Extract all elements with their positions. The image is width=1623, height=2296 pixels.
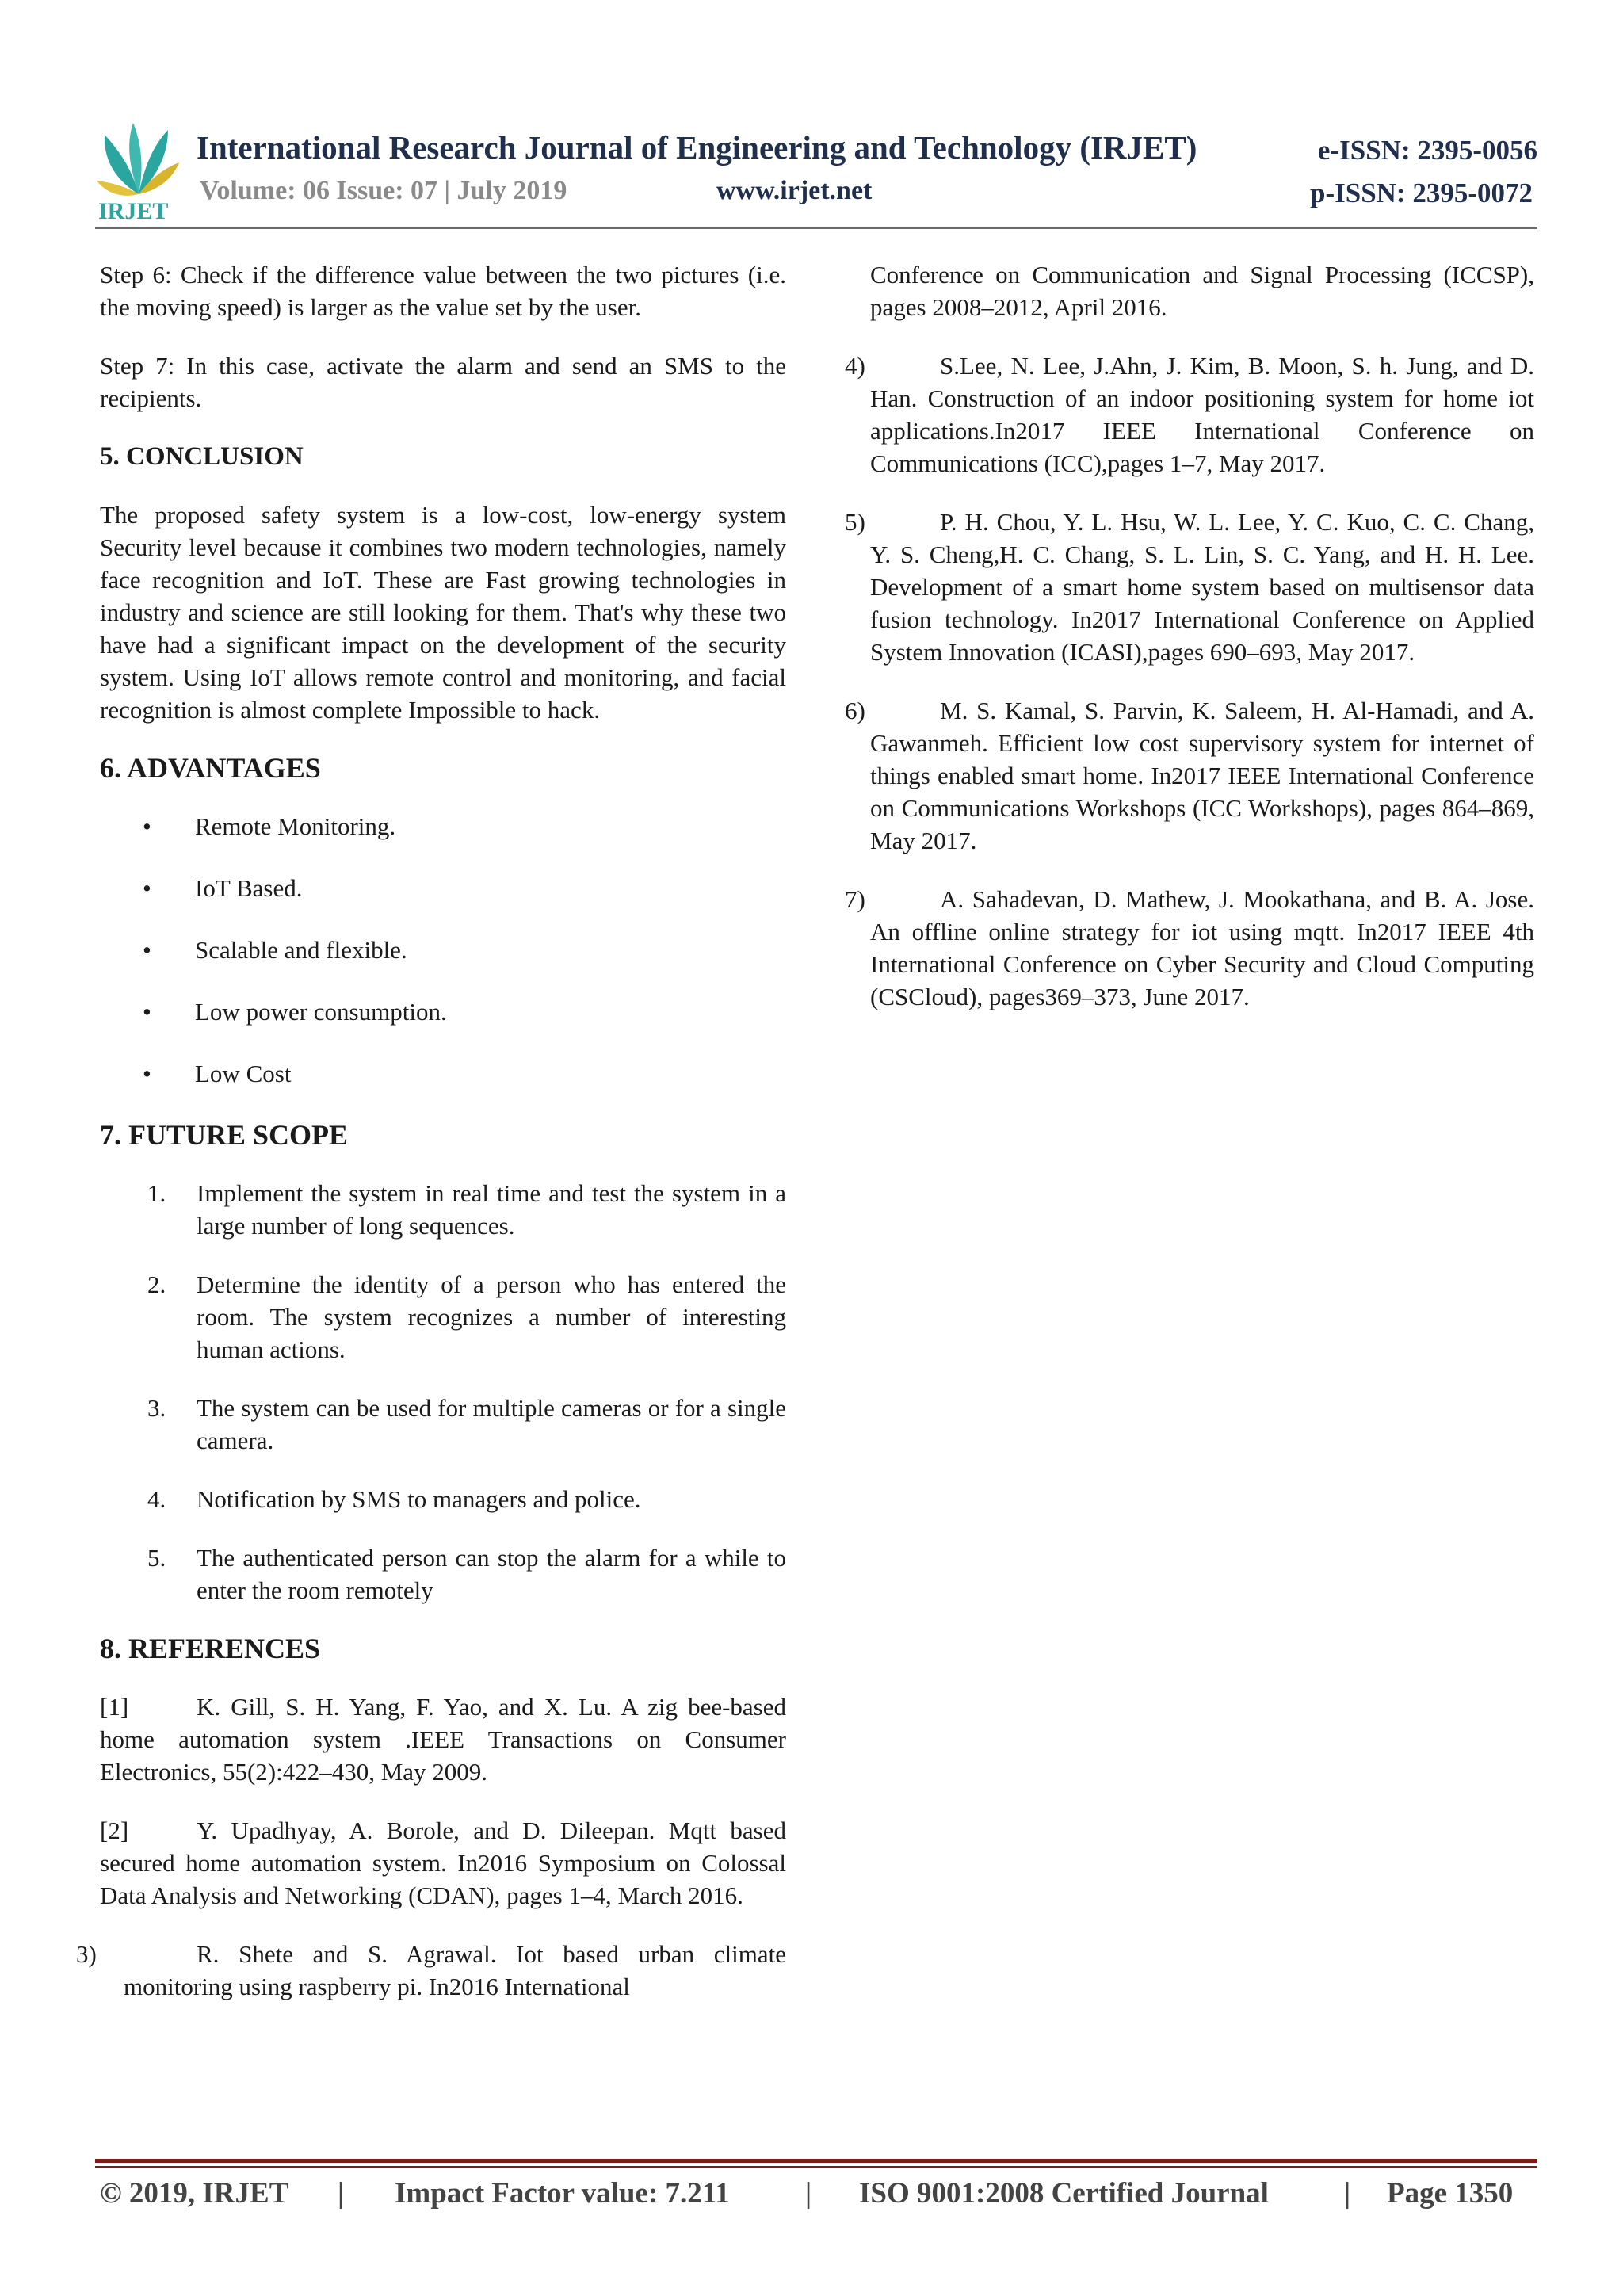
list-item: 5. The authenticated person can stop the alarm for a while to enter the room remotely xyxy=(147,1544,786,1604)
footer-divider-thin xyxy=(95,2166,1537,2168)
reference-item: [1] K. Gill, S. H. Yang, F. Yao, and X. Lu. A zig bee-based home automation system .IEEE Transactions on Consumer Electronics, 55(2):422–430, May 2009. xyxy=(100,1693,786,1786)
list-item: 1. Implement the system in real time and test the system in a large number of long sequences. xyxy=(147,1179,786,1240)
right-column xyxy=(845,258,1534,1039)
footer-divider xyxy=(95,2159,1537,2163)
reference-item: 5) P. H. Chou, Y. L. Hsu, W. L. Lee, Y. C. Kuo, C. C. Chang, Y. S. Cheng,H. C. Chang, S. L. Lin, S. C. Yang, and H. H. Lee. Development of a smart home system based on multisensor data fusion technology. In2017 International Conference on Applied System Innovation (ICASI),pages 690–693, May 2017. xyxy=(845,508,1534,666)
list-item: 4. Notification by SMS to managers and police. xyxy=(147,1485,641,1513)
bullet-icon: • xyxy=(143,874,151,902)
future-scope-list xyxy=(100,1177,786,1606)
advantages-heading: 6. ADVANTAGES xyxy=(100,752,321,784)
footer-separator: | xyxy=(1344,2177,1351,2210)
bullet-icon: • xyxy=(143,998,151,1026)
list-item: • Remote Monitoring. xyxy=(100,810,786,842)
p-issn: p-ISSN: 2395-0072 xyxy=(1309,178,1533,208)
reference-item: 6) M. S. Kamal, S. Parvin, K. Saleem, H. Al-Hamadi, and A. Gawanmeh. Efficient low cost supervisory system for internet of things enabled smart home. In2017 IEEE International Conference on Communications Workshops (ICC Workshops), pages 864–869, May 2017. xyxy=(845,697,1534,854)
page-number: Page 1350 xyxy=(1387,2177,1514,2210)
reference-continuation: Conference on Communication and Signal Processing (ICCSP), pages 2008–2012, April 2016. xyxy=(870,261,1534,321)
bullet-icon: • xyxy=(143,936,151,964)
bullet-icon: • xyxy=(143,812,151,840)
bullet-icon: • xyxy=(143,1060,151,1087)
step-6: Step 6: Check if the difference value between the two pictures (i.e. the moving speed) is larger as the value set by the user. xyxy=(100,261,786,321)
reference-item: 4) S.Lee, N. Lee, J.Ahn, J. Kim, B. Moon, S. h. Jung, and D. Han. Construction of an indoor positioning system for home iot applications.In2017 IEEE International Conference on Communications (ICC),pages 1–7, May 2017. xyxy=(845,352,1534,477)
left-column xyxy=(76,258,786,2029)
reference-item: 7) A. Sahadevan, D. Mathew, J. Mookathana, and B. A. Jose. An offline online strategy for iot using mqtt. In2017 IEEE 4th International Conference on Cyber Security and Cloud Computing (CSCloud), pages369–373, June 2017. xyxy=(845,885,1534,1010)
svg-text:IRJET: IRJET xyxy=(98,198,169,222)
reference-item: [2] Y. Upadhyay, A. Borole, and D. Dileepan. Mqtt based secured home automation system. In2016 Symposium on Colossal Data Analysis and Networking (CDAN), pages 1–4, March 2016. xyxy=(100,1817,786,1909)
list-item: • Scalable and flexible. xyxy=(100,934,786,966)
header-divider xyxy=(95,227,1537,229)
volume-issue: Volume: 06 Issue: 07 | July 2019 xyxy=(200,176,567,205)
references-heading: 8. REFERENCES xyxy=(100,1633,321,1664)
footer-separator: | xyxy=(338,2177,345,2210)
list-item: • Low power consumption. xyxy=(100,995,786,1028)
journal-website: www.irjet.net xyxy=(716,176,873,205)
future-scope-heading: 7. FUTURE SCOPE xyxy=(100,1119,349,1151)
step-7: Step 7: In this case, activate the alarm and send an SMS to the recipients. xyxy=(100,352,786,412)
irjet-logo-icon xyxy=(95,119,182,222)
reference-item: 3) R. Shete and S. Agrawal. Iot based urban climate monitoring using raspberry pi. In2016 International xyxy=(76,1940,786,2000)
journal-title: International Research Journal of Engineering and Technology (IRJET) xyxy=(197,129,1197,166)
list-item: 2. Determine the identity of a person who has entered the room. The system recognizes a number of interesting human actions. xyxy=(147,1270,786,1363)
conclusion-paragraph: The proposed safety system is a low-cost, low-energy system Security level because it combines two modern technologies, namely face recognition and IoT. These are Fast growing technologies in industry and science are still looking for them. That's why these two have had a significant impact on the development of the security system. Using IoT allows remote control and monitoring, and facial recognition is almost complete Impossible to hack. xyxy=(100,501,786,724)
page-header xyxy=(95,111,1537,230)
conclusion-heading: 5. CONCLUSION xyxy=(100,442,304,471)
footer-impact-factor: Impact Factor value: 7.211 xyxy=(395,2177,730,2210)
list-item: • Low Cost xyxy=(100,1057,786,1090)
footer-copyright: © 2019, IRJET xyxy=(100,2177,289,2210)
footer-separator: | xyxy=(805,2177,812,2210)
footer-iso: ISO 9001:2008 Certified Journal xyxy=(859,2177,1269,2210)
list-item: 3. The system can be used for multiple cameras or for a single camera. xyxy=(147,1394,786,1454)
list-item: • IoT Based. xyxy=(100,872,786,904)
e-issn: e-ISSN: 2395-0056 xyxy=(1317,135,1537,166)
advantages-list xyxy=(100,810,786,1090)
